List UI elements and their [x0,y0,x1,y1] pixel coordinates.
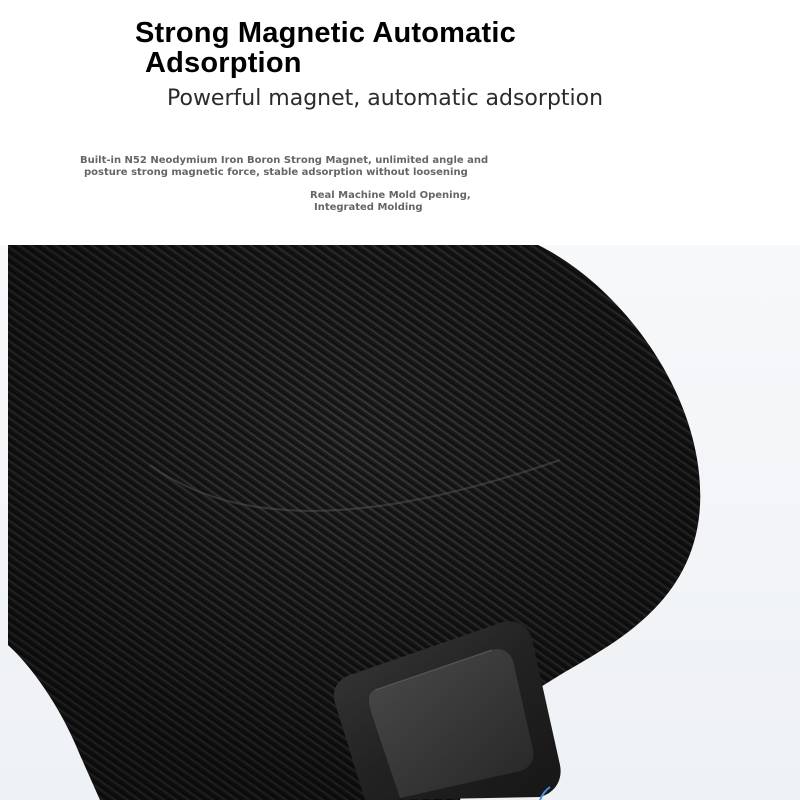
page-title [135,18,516,78]
mold-description [310,190,471,214]
subtitle: Powerful magnet, automatic adsorption [167,86,604,111]
magnet-description [80,155,488,179]
mold-description-line-2: Integrated Molding [314,202,423,213]
product-photo [0,245,800,800]
header-section [0,0,800,245]
magnet-description-line-2: posture strong magnetic force, stable adsorption without loosening [84,167,468,178]
magnet-description-line-1: Built-in N52 Neodymium Iron Boron Strong Magnet, unlimited angle and [80,155,489,166]
mold-description-line-1: Real Machine Mold Opening, [310,190,471,201]
title-line-2: Adsorption [145,47,302,79]
title-line-1: Strong Magnetic Automatic [135,17,516,49]
